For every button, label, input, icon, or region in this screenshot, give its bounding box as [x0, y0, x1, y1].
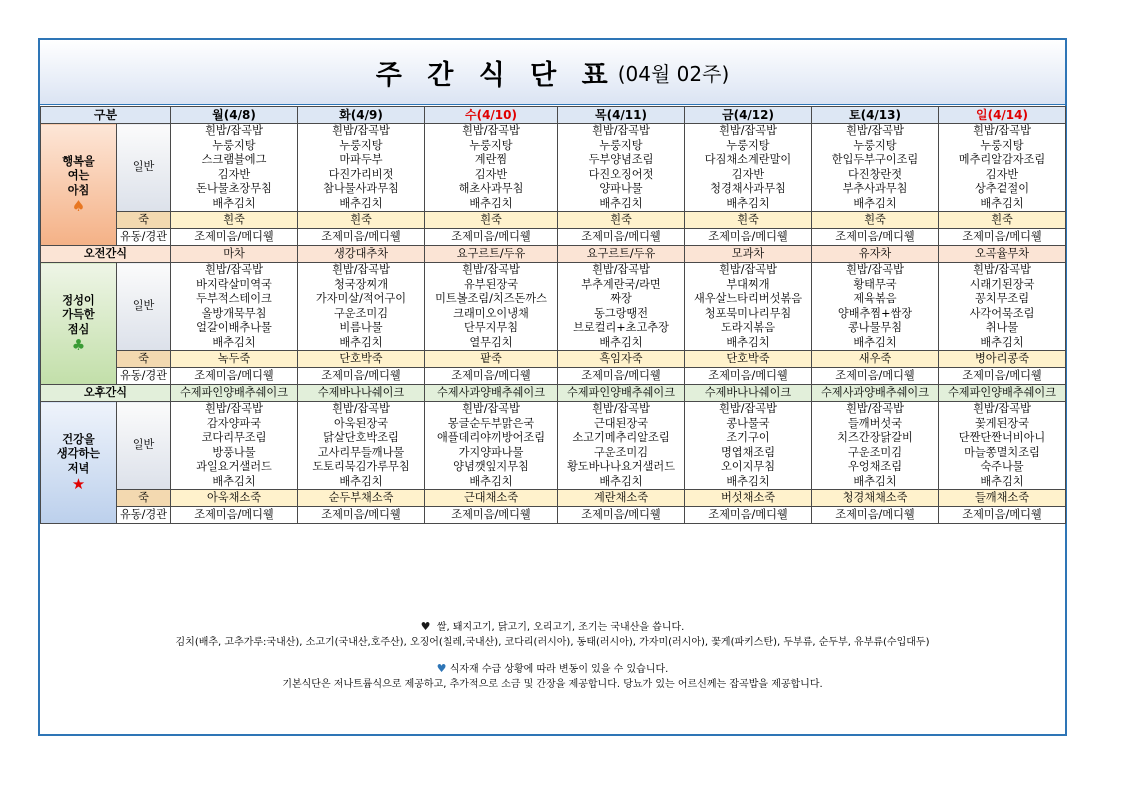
- menu-item: 흰밥/잡곡밥: [846, 402, 904, 415]
- title-main: 주 간 식 단 표: [375, 59, 616, 91]
- menu-item: 누룽지탕: [212, 138, 256, 152]
- menu-item: 양파나물: [599, 182, 643, 195]
- menu-item: 배추김치: [212, 474, 256, 488]
- menu-item: 다진오징어젓: [588, 167, 654, 181]
- menu-item: 짜장: [610, 292, 632, 305]
- menu-item: 두부적스테이크: [196, 292, 272, 305]
- liquid-item: 조제미음/메디웰: [558, 368, 685, 385]
- menu-item: 얼갈이배추나물: [196, 321, 272, 334]
- menu-item: 미트볼조림/치즈돈까스: [435, 292, 547, 305]
- snack-item: 모과차: [685, 246, 812, 263]
- liquid-item: 조제미음/메디웰: [939, 368, 1066, 385]
- menu-item: 닭살단호박조림: [323, 431, 399, 444]
- menu-item: 황도바나나요거샐러드: [566, 460, 676, 473]
- snack-item: 수제사과양배추쉐이크: [425, 385, 558, 402]
- menu-item: 청경채사과무침: [710, 182, 786, 195]
- menu-item: 해초사과무침: [458, 182, 524, 195]
- juk-item: 아욱채소죽: [171, 490, 298, 507]
- menu-item: 두부양념조림: [588, 153, 654, 166]
- menu-item: 바지락살미역국: [196, 277, 272, 291]
- liquid-item: 조제미음/메디웰: [939, 507, 1066, 524]
- lunch-day-menu: [298, 263, 425, 351]
- liquid-item: 조제미음/메디웰: [812, 507, 939, 524]
- menu-item: 배추김치: [339, 474, 383, 488]
- menu-item: 도토리묵김가루무침: [312, 460, 410, 473]
- menu-item: 흰밥/잡곡밥: [719, 124, 777, 137]
- juk-item: 들깨채소죽: [939, 490, 1066, 507]
- menu-item: 근대된장국: [593, 416, 649, 430]
- menu-item: 메추리알감자조림: [958, 153, 1046, 166]
- menu-item: 애플데리야끼방어조림: [436, 431, 546, 444]
- menu-item: 동그랑땡전: [593, 306, 649, 320]
- menu-item: 유부된장국: [463, 277, 519, 291]
- menu-item: 흰밥/잡곡밥: [332, 402, 390, 415]
- juk-item: 청경채채소죽: [812, 490, 939, 507]
- juk-item: 흰죽: [171, 212, 298, 229]
- snack-item: 수제파인양배추쉐이크: [939, 385, 1066, 402]
- menu-item: 김자반: [985, 167, 1019, 181]
- juk-item: 녹두죽: [171, 351, 298, 368]
- day-header: 토(4/13): [812, 107, 939, 124]
- menu-item: 새우살느타리버섯볶음: [693, 292, 803, 305]
- morning_snack-label: 오전간식: [41, 246, 171, 263]
- menu-item: 흰밥/잡곡밥: [462, 263, 520, 276]
- liquid-item: 조제미음/메디웰: [171, 229, 298, 246]
- menu-item: 몽글순두부맑은국: [447, 416, 535, 430]
- snack-item: 요구르트/두유: [558, 246, 685, 263]
- dinner-day-menu: [685, 402, 812, 490]
- menu-item: 숙주나물: [980, 460, 1024, 473]
- menu-item: 치즈간장닭갈비: [837, 431, 913, 444]
- menu-item: 비름나물: [339, 321, 383, 334]
- menu-item: 구운조미김: [593, 445, 649, 459]
- menu-item: 콩나물국: [726, 416, 770, 430]
- lunch-liquid-row: [41, 368, 1066, 385]
- menu-item: 배추김치: [599, 474, 643, 488]
- menu-item: 명엽채조림: [720, 445, 776, 459]
- juk-item: 버섯채소죽: [685, 490, 812, 507]
- menu-item: 감자양파국: [206, 416, 262, 430]
- snack-item: 마차: [171, 246, 298, 263]
- menu-item: 흰밥/잡곡밥: [592, 124, 650, 137]
- liquid-item: 조제미음/메디웰: [425, 229, 558, 246]
- liquid-item: 조제미음/메디웰: [685, 507, 812, 524]
- juk-item: 순두부채소죽: [298, 490, 425, 507]
- dinner-label: [41, 402, 117, 524]
- menu-item: 소고기메추리알조림: [572, 431, 670, 444]
- menu-item: 취나물: [985, 321, 1019, 334]
- menu-item: 양배추찜+쌈장: [837, 306, 913, 320]
- menu-item: 흰밥/잡곡밥: [846, 124, 904, 137]
- menu-item: 가자미살/적어구이: [315, 292, 407, 305]
- juk-item: 병아리콩죽: [939, 351, 1066, 368]
- menu-item: 배추김치: [980, 474, 1024, 488]
- notes: [40, 610, 1065, 736]
- menu-item: 양념깻잎지무침: [453, 460, 529, 473]
- menu-item: 고사리무들깨나물: [317, 445, 405, 459]
- day-header: 금(4/12): [685, 107, 812, 124]
- liquid-item: 조제미음/메디웰: [298, 507, 425, 524]
- lunch-label-line: 가득한: [62, 308, 95, 322]
- liquid-item: 조제미음/메디웰: [171, 368, 298, 385]
- menu-item: 올방개묵무침: [201, 306, 267, 320]
- dinner-liquid-label: 유동/경관: [117, 507, 171, 524]
- menu-item: 누룽지탕: [599, 138, 643, 152]
- heart-icon: ♥: [436, 662, 447, 675]
- dinner-day-menu: [558, 402, 685, 490]
- breakfast-label-line: 아침: [67, 183, 90, 197]
- note-origin-main: 쌀, 돼지고기, 닭고기, 오리고기, 조기는 국내산을 씁니다.: [436, 622, 685, 633]
- liquid-item: 조제미음/메디웰: [171, 507, 298, 524]
- note-low-sodium: 기본식단은 저나트륨식으로 제공하고, 추가적으로 소금 및 간장을 제공합니다. 당뇨가 있는 어르신께는 잡곡밥을 제공합니다.: [282, 678, 823, 690]
- header-row: [41, 107, 1066, 124]
- dinner-label-line: 생각하는: [56, 447, 101, 461]
- menu-item: 다짐채소계란말이: [704, 153, 792, 166]
- menu-item: 배추김치: [726, 196, 770, 210]
- menu-item: 다진가리비젓: [328, 167, 394, 181]
- menu-item: 부대찌개: [726, 277, 770, 291]
- lunch-day-menu: [558, 263, 685, 351]
- menu-item: 시래기된장국: [969, 277, 1035, 291]
- menu-item: 누룽지탕: [469, 138, 513, 152]
- menu-item: 흰밥/잡곡밥: [719, 263, 777, 276]
- menu-item: 들깨버섯국: [847, 416, 903, 430]
- morning_snack-row: [41, 246, 1066, 263]
- juk-item: 흰죽: [685, 212, 812, 229]
- menu-item: 흰밥/잡곡밥: [205, 263, 263, 276]
- day-header: 화(4/9): [298, 107, 425, 124]
- liquid-item: 조제미음/메디웰: [298, 229, 425, 246]
- dinner-day-menu: [939, 402, 1066, 490]
- menu-item: 배추김치: [599, 335, 643, 349]
- liquid-item: 조제미음/메디웰: [812, 368, 939, 385]
- menu-item: 오이지무침: [720, 460, 776, 473]
- liquid-item: 조제미음/메디웰: [298, 368, 425, 385]
- day-header: 월(4/8): [171, 107, 298, 124]
- menu-item: 구운조미김: [333, 306, 389, 320]
- breakfast-day-menu: [939, 124, 1066, 212]
- menu-item: 흰밥/잡곡밥: [973, 402, 1031, 415]
- note-change: 식자재 수급 상황에 따라 변동이 있을 수 있습니다.: [449, 664, 669, 675]
- menu-item: 청국장찌개: [333, 277, 389, 291]
- afternoon_snack-label: 오후간식: [41, 385, 171, 402]
- menu-item: 계란찜: [474, 153, 508, 166]
- menu-sheet: [38, 38, 1067, 736]
- juk-item: 흰죽: [812, 212, 939, 229]
- menu-item: 배추김치: [212, 335, 256, 349]
- liquid-item: 조제미음/메디웰: [425, 368, 558, 385]
- breakfast-day-menu: [558, 124, 685, 212]
- menu-item: 흰밥/잡곡밥: [205, 402, 263, 415]
- snack-item: 수제파인양배추쉐이크: [558, 385, 685, 402]
- menu-item: 김자반: [474, 167, 508, 181]
- menu-item: 부추계란국/라면: [581, 277, 661, 291]
- page-title: [40, 40, 1065, 105]
- lunch-day-menu: [812, 263, 939, 351]
- menu-item: 흰밥/잡곡밥: [205, 124, 263, 137]
- day-header: 수(4/10): [425, 107, 558, 124]
- menu-item: 누룽지탕: [853, 138, 897, 152]
- menu-item: 누룽지탕: [726, 138, 770, 152]
- menu-item: 브로컬리+초고추장: [573, 321, 669, 334]
- breakfast-day-menu: [812, 124, 939, 212]
- juk-item: 근대채소죽: [425, 490, 558, 507]
- menu-item: 배추김치: [853, 196, 897, 210]
- menu-item: 흰밥/잡곡밥: [973, 124, 1031, 137]
- snack-item: 요구르트/두유: [425, 246, 558, 263]
- lunch-label-line: 점심: [67, 322, 90, 336]
- menu-item: 배추김치: [853, 474, 897, 488]
- menu-item: 참나물사과무침: [323, 182, 399, 195]
- menu-item: 배추김치: [339, 196, 383, 210]
- menu-item: 배추김치: [469, 196, 513, 210]
- title-week: (04월 02주): [617, 61, 730, 86]
- liquid-item: 조제미음/메디웰: [685, 368, 812, 385]
- menu-item: 흰밥/잡곡밥: [332, 263, 390, 276]
- menu-item: 흰밥/잡곡밥: [592, 263, 650, 276]
- dinner-day-menu: [425, 402, 558, 490]
- breakfast-liquid-label: 유동/경관: [117, 229, 171, 246]
- menu-item: 배추김치: [853, 335, 897, 349]
- snack-item: 수제바나나쉐이크: [685, 385, 812, 402]
- juk-item: 흑임자죽: [558, 351, 685, 368]
- breakfast-juk-label: 죽: [117, 212, 171, 229]
- menu-item: 우엉채조림: [847, 460, 903, 473]
- menu-item: 콩나물무침: [847, 321, 903, 334]
- menu-item: 김자반: [731, 167, 765, 181]
- menu-item: 배추김치: [726, 335, 770, 349]
- liquid-item: 조제미음/메디웰: [939, 229, 1066, 246]
- club-icon: ♣: [71, 336, 86, 355]
- menu-item: 배추김치: [339, 335, 383, 349]
- menu-item: 흰밥/잡곡밥: [462, 124, 520, 137]
- menu-item: 배추김치: [980, 335, 1024, 349]
- menu-item: 코다리무조림: [201, 431, 267, 444]
- dinner-day-menu: [298, 402, 425, 490]
- liquid-item: 조제미음/메디웰: [812, 229, 939, 246]
- lunch-label: [41, 263, 117, 385]
- menu-item: 황태무국: [853, 277, 897, 291]
- star-icon: ★: [71, 475, 86, 494]
- lunch-label-line: 정성이: [62, 293, 95, 307]
- breakfast-general-row: [41, 124, 1066, 212]
- afternoon_snack-row: [41, 385, 1066, 402]
- juk-item: 새우죽: [812, 351, 939, 368]
- dinner-liquid-row: [41, 507, 1066, 524]
- snack-item: 수제바나나쉐이크: [298, 385, 425, 402]
- menu-item: 마늘쫑멸치조림: [964, 445, 1040, 459]
- menu-item: 사각어묵조림: [969, 306, 1035, 320]
- dinner-label-line: 건강을: [62, 432, 95, 446]
- juk-item: 단호박죽: [685, 351, 812, 368]
- dinner-juk-row: [41, 490, 1066, 507]
- menu-item: 열무김치: [469, 335, 513, 349]
- juk-item: 팥죽: [425, 351, 558, 368]
- liquid-item: 조제미음/메디웰: [558, 507, 685, 524]
- juk-item: 흰죽: [298, 212, 425, 229]
- menu-item: 가지양파나물: [458, 445, 524, 459]
- dinner-label-line: 저녁: [67, 461, 90, 475]
- menu-item: 한입두부구이조림: [831, 153, 919, 166]
- breakfast-juk-row: [41, 212, 1066, 229]
- liquid-item: 조제미음/메디웰: [558, 229, 685, 246]
- note-origin-detail: 김치(배추, 고추가루:국내산), 소고기(국내산,호주산), 오징어(칠레,국내산), 코다리(러시아), 동태(러시아), 가자미(러시아), 꽃게(파키스탄), 두부류, 순두부, 유부류(수입대두): [175, 636, 930, 648]
- breakfast-label-line: 여는: [67, 169, 90, 183]
- menu-item: 청포묵미나리무침: [704, 306, 792, 320]
- menu-item: 배추김치: [212, 196, 256, 210]
- menu-item: 흰밥/잡곡밥: [592, 402, 650, 415]
- menu-item: 스크램블에그: [201, 153, 267, 166]
- menu-item: 누룽지탕: [980, 138, 1024, 152]
- day-header: 일(4/14): [939, 107, 1066, 124]
- menu-item: 꽃게된장국: [974, 416, 1030, 430]
- breakfast-general-label: 일반: [117, 124, 171, 212]
- heart-icon: ♥: [420, 620, 431, 633]
- spade-icon: ♠: [71, 197, 86, 216]
- menu-item: 배추김치: [599, 196, 643, 210]
- menu-item: 배추김치: [726, 474, 770, 488]
- menu-item: 흰밥/잡곡밥: [719, 402, 777, 415]
- menu-item: 단무지무침: [463, 321, 519, 334]
- menu-item: 돈나물초장무침: [196, 182, 272, 195]
- juk-item: 흰죽: [558, 212, 685, 229]
- snack-item: 수제파인양배추쉐이크: [171, 385, 298, 402]
- menu-item: 상추겉절이: [974, 182, 1030, 195]
- juk-item: 흰죽: [425, 212, 558, 229]
- menu-item: 배추김치: [980, 196, 1024, 210]
- juk-item: 계란채소죽: [558, 490, 685, 507]
- menu-item: 크래미오이냉채: [453, 306, 529, 320]
- day-header: 목(4/11): [558, 107, 685, 124]
- menu-item: 단짠단짠너비아니: [958, 431, 1046, 444]
- juk-item: 흰죽: [939, 212, 1066, 229]
- dinner-general-row: [41, 402, 1066, 490]
- lunch-general-row: [41, 263, 1066, 351]
- breakfast-day-menu: [171, 124, 298, 212]
- menu-item: 과일요거샐러드: [196, 460, 272, 473]
- breakfast-day-menu: [685, 124, 812, 212]
- menu-item: 도라지볶음: [720, 321, 776, 334]
- menu-item: 누룽지탕: [339, 138, 383, 152]
- menu-item: 제육볶음: [853, 292, 897, 305]
- menu-item: 다진창란젓: [847, 167, 903, 181]
- snack-item: 생강대추차: [298, 246, 425, 263]
- menu-item: 부추사과무침: [842, 182, 908, 195]
- lunch-day-menu: [685, 263, 812, 351]
- lunch-day-menu: [171, 263, 298, 351]
- breakfast-label-line: 행복을: [62, 154, 95, 168]
- menu-item: 조기구이: [726, 431, 770, 444]
- menu-item: 마파두부: [339, 153, 383, 166]
- menu-item: 배추김치: [469, 474, 513, 488]
- header-corner: 구분: [41, 107, 171, 124]
- menu-item: 꽁치무조림: [974, 292, 1030, 305]
- dinner-day-menu: [812, 402, 939, 490]
- menu-item: 아욱된장국: [333, 416, 389, 430]
- lunch-liquid-label: 유동/경관: [117, 368, 171, 385]
- lunch-juk-row: [41, 351, 1066, 368]
- menu-item: 방풍나물: [212, 445, 256, 459]
- dinner-juk-label: 죽: [117, 490, 171, 507]
- menu-item: 흰밥/잡곡밥: [973, 263, 1031, 276]
- lunch-general-label: 일반: [117, 263, 171, 351]
- menu-item: 김자반: [217, 167, 251, 181]
- snack-item: 수제사과양배추쉐이크: [812, 385, 939, 402]
- menu-item: 구운조미김: [847, 445, 903, 459]
- lunch-day-menu: [939, 263, 1066, 351]
- juk-item: 단호박죽: [298, 351, 425, 368]
- snack-item: 유자차: [812, 246, 939, 263]
- breakfast-day-menu: [425, 124, 558, 212]
- snack-item: 오곡율무차: [939, 246, 1066, 263]
- menu-item: 흰밥/잡곡밥: [846, 263, 904, 276]
- weekly-menu-table: [40, 106, 1066, 524]
- breakfast-label: [41, 124, 117, 246]
- liquid-item: 조제미음/메디웰: [425, 507, 558, 524]
- menu-item: 흰밥/잡곡밥: [462, 402, 520, 415]
- lunch-juk-label: 죽: [117, 351, 171, 368]
- breakfast-liquid-row: [41, 229, 1066, 246]
- lunch-day-menu: [425, 263, 558, 351]
- menu-item: 흰밥/잡곡밥: [332, 124, 390, 137]
- liquid-item: 조제미음/메디웰: [685, 229, 812, 246]
- dinner-day-menu: [171, 402, 298, 490]
- breakfast-day-menu: [298, 124, 425, 212]
- dinner-general-label: 일반: [117, 402, 171, 490]
